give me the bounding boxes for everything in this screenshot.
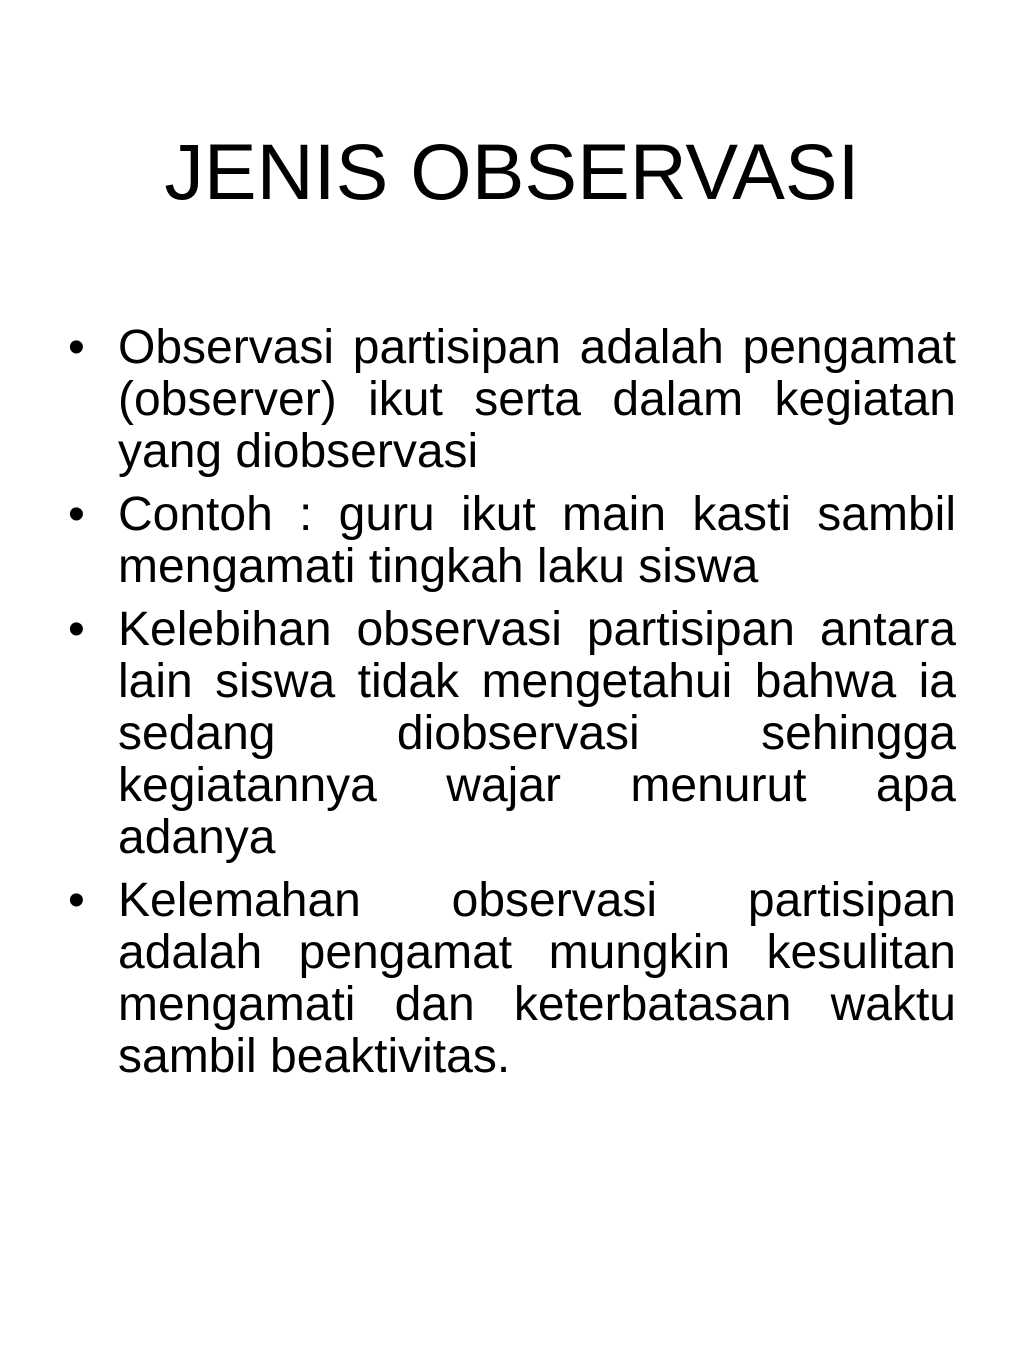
bullet-text: Kelebihan observasi partisipan antara lain siswa tidak mengetahui bahwa ia sedang diobservasi sehingga kegiatannya wajar menurut apa adanya bbox=[118, 603, 956, 864]
slide-title: JENIS OBSERVASI bbox=[164, 127, 860, 216]
bullet-item bbox=[68, 489, 956, 593]
bullet-text: Kelemahan observasi partisipan adalah pengamat mungkin kesulitan mengamati dan keterbatasan waktu sambil beaktivitas. bbox=[118, 874, 956, 1083]
bullet-text: Observasi partisipan adalah pengamat (observer) ikut serta dalam kegiatan yang diobservasi bbox=[118, 321, 956, 478]
bullet-icon: • bbox=[68, 321, 85, 374]
bullet-icon: • bbox=[68, 874, 85, 927]
bullet-list bbox=[68, 322, 956, 1094]
bullet-icon: • bbox=[68, 603, 85, 656]
bullet-icon: • bbox=[68, 488, 85, 541]
bullet-text: Contoh : guru ikut main kasti sambil mengamati tingkah laku siswa bbox=[118, 488, 956, 593]
bullet-item bbox=[68, 322, 956, 478]
bullet-item bbox=[68, 604, 956, 864]
bullet-item bbox=[68, 875, 956, 1083]
